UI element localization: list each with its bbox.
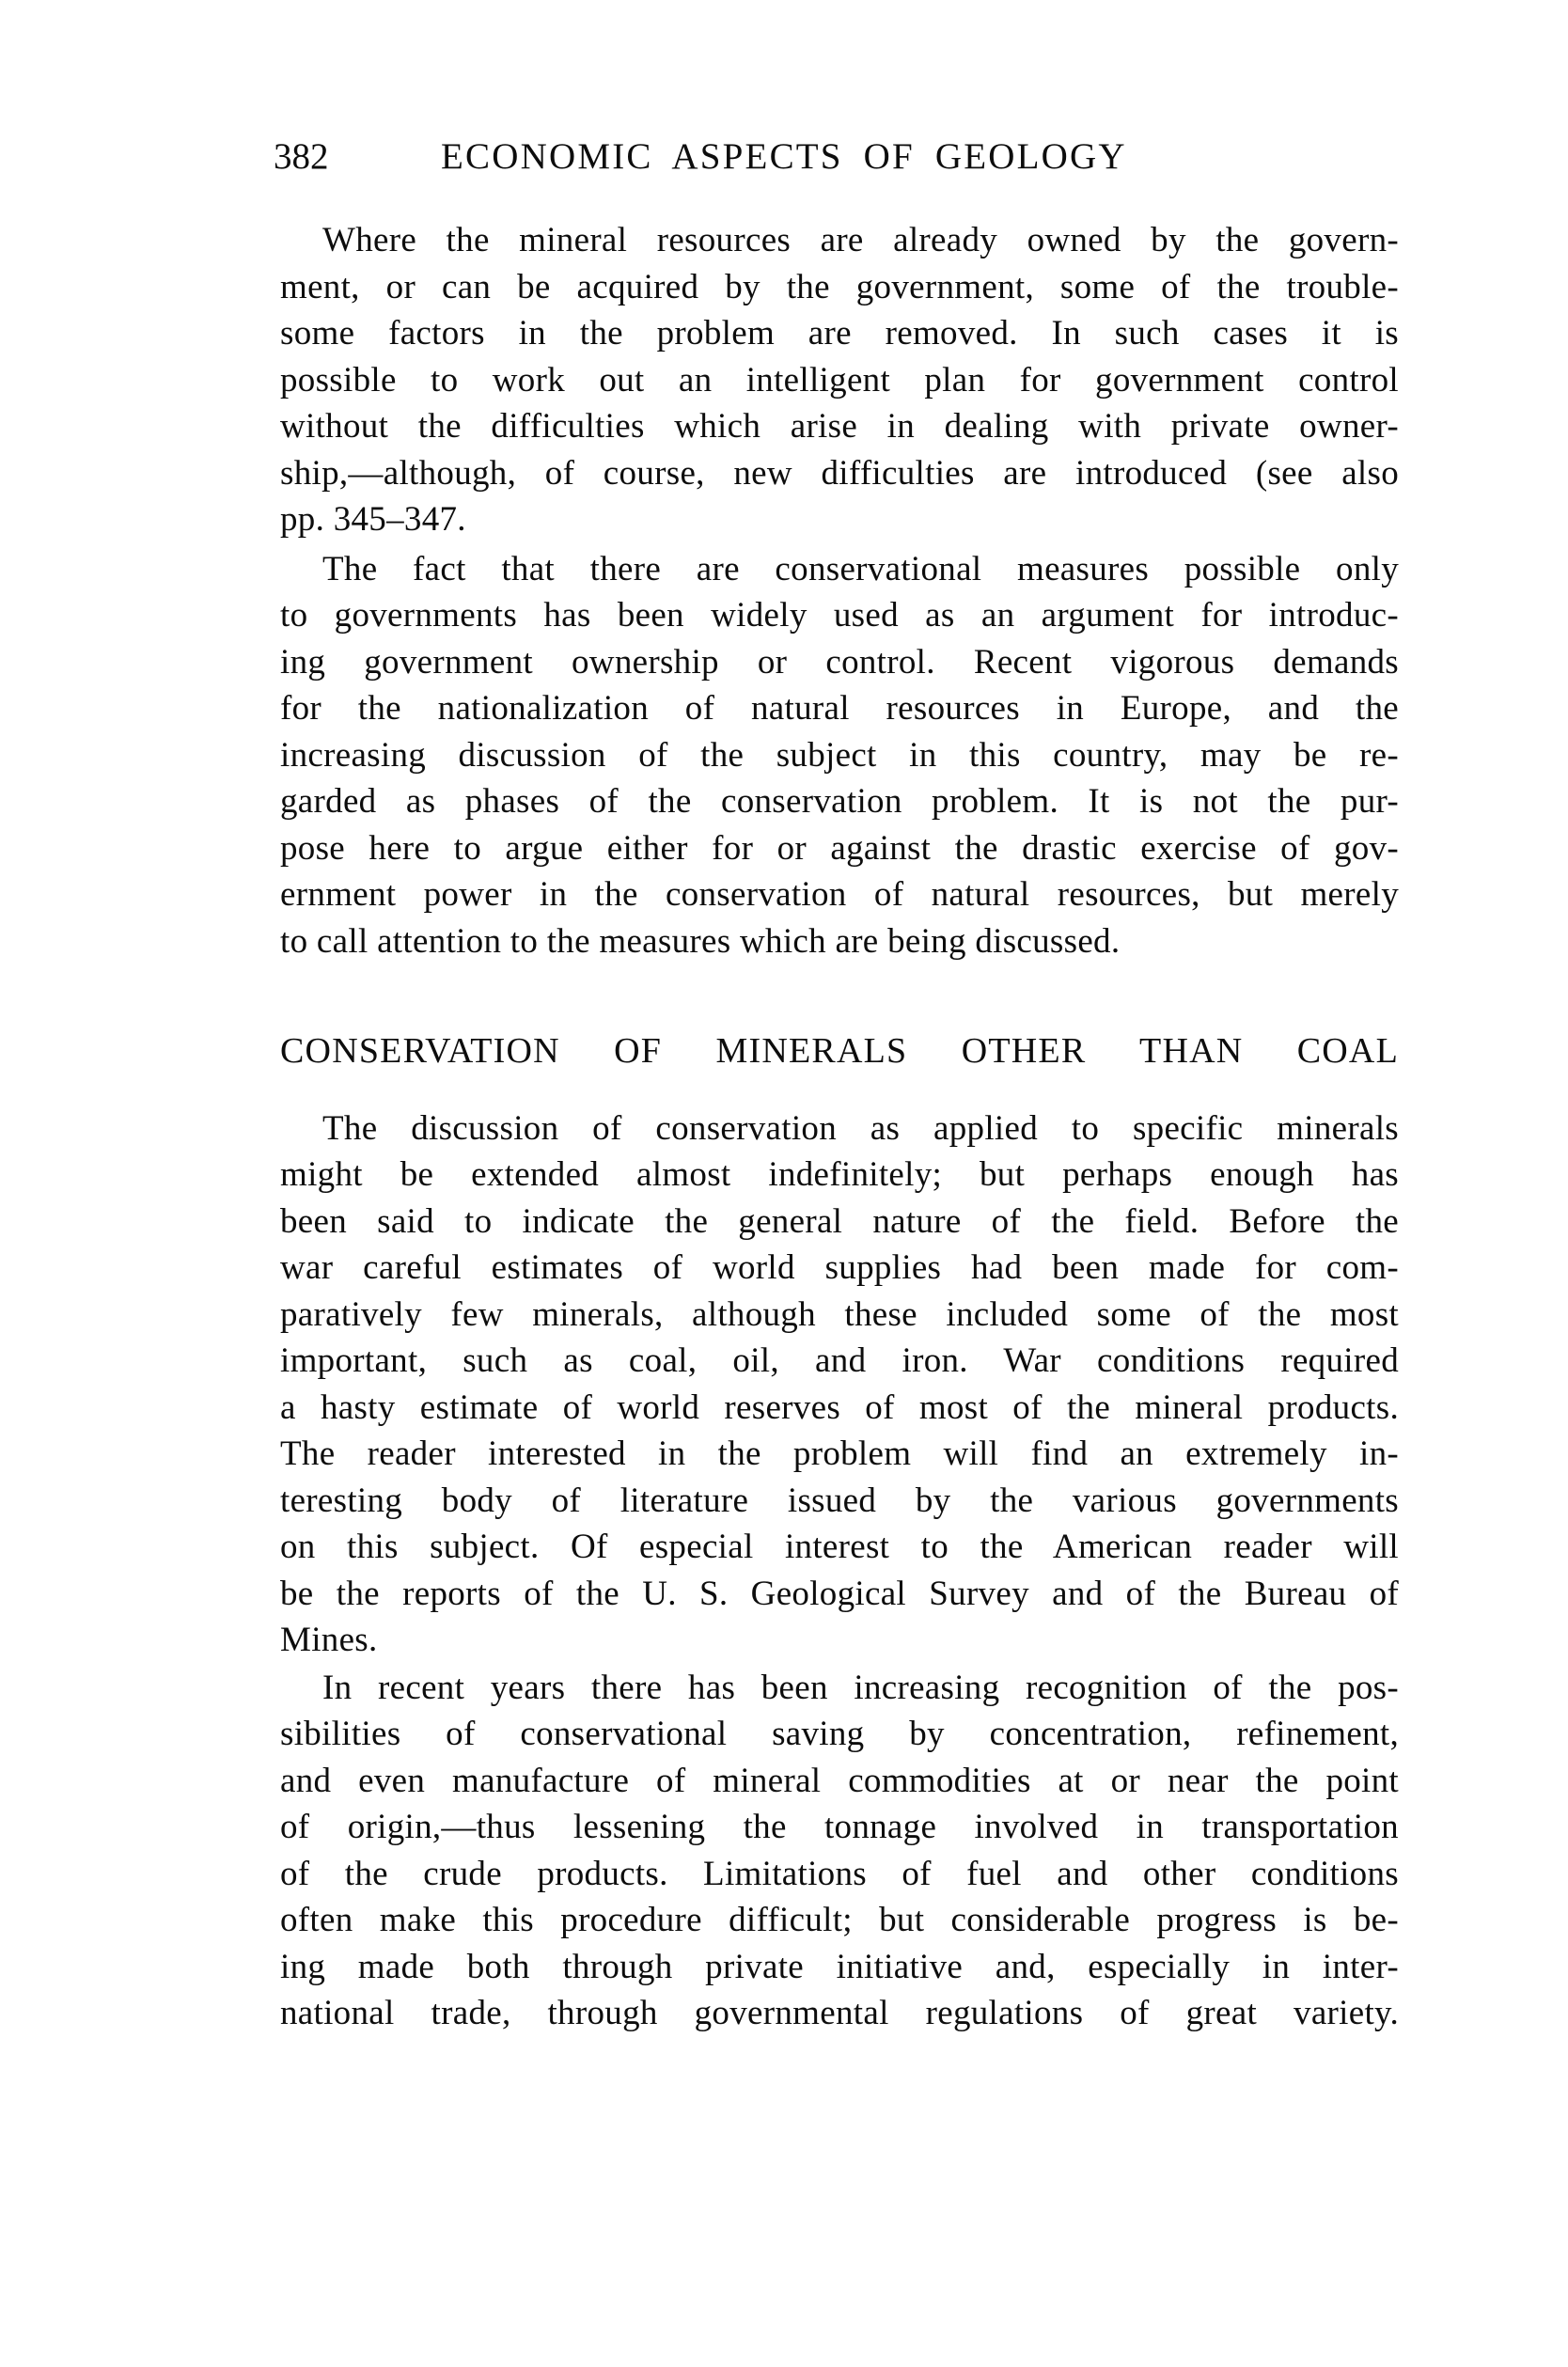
text-line: The discussion of conservation as applied to specific minerals — [322, 1108, 1399, 1148]
text-line: ship,—although, of course, new difficulties are introduced (see also — [280, 453, 1399, 493]
text-line: possible to work out an intelligent plan for government control — [280, 360, 1399, 400]
text-line: sibilities of conservational saving by concentration, refinement, — [280, 1715, 1399, 1753]
text-line: pose here to argue either for or against the drastic exercise of gov- — [280, 828, 1399, 868]
text-line: been said to indicate the general nature of the field. Before the — [280, 1201, 1399, 1241]
text-line: garded as phases of the conservation problem. It is not the pur- — [280, 782, 1399, 821]
text-line: often make this procedure difficult; but considerable progress is be- — [280, 1901, 1399, 1939]
text-line: and even manufacture of mineral commodities at or near the point — [280, 1761, 1399, 1800]
text-line: In recent years there has been increasing recognition of the pos- — [322, 1668, 1399, 1707]
text-line: ing made both through private initiative and, especially in inter- — [280, 1947, 1399, 1986]
text-line: increasing discussion of the subject in this country, may be re- — [280, 735, 1399, 775]
paragraph-specific-minerals — [280, 1105, 1399, 1664]
text-line: ernment power in the conservation of natural resources, but merely — [280, 875, 1399, 914]
text-line: of origin,—thus lessening the tonnage involved in transportation — [280, 1808, 1399, 1846]
paragraph-government-ownership — [280, 217, 1399, 543]
paragraph-conservational-measures — [280, 546, 1399, 965]
text-line: be the reports of the U. S. Geological Survey and of the Bureau of — [280, 1574, 1399, 1613]
text-line: to call attention to the measures which are being discussed. — [280, 921, 1121, 961]
running-title: ECONOMIC ASPECTS OF GEOLOGY — [441, 136, 1127, 177]
text-line: teresting body of literature issued by the various governments — [280, 1481, 1399, 1520]
page-number: 382 — [274, 136, 329, 177]
text-line: some factors in the problem are removed. In such cases it is — [280, 314, 1399, 353]
text-line: on this subject. Of especial interest to the American reader will — [280, 1528, 1399, 1566]
text-line: paratively few minerals, although these included some of the most — [280, 1294, 1399, 1334]
text-line: Mines. — [280, 1621, 378, 1659]
paragraph-concentration-at-origin — [280, 1665, 1399, 2037]
text-line: important, such as coal, oil, and iron. War conditions required — [280, 1341, 1399, 1380]
text-line: ment, or can be acquired by the government, some of the trouble- — [280, 267, 1399, 306]
text-line: to governments has been widely used as an argument for introduc- — [280, 596, 1399, 635]
text-line: might be extended almost indefinitely; but perhaps enough has — [280, 1155, 1399, 1194]
text-line: ing government ownership or control. Recent vigorous demands — [280, 642, 1399, 682]
text-line: national trade, through governmental regulations of great variety. — [280, 1994, 1399, 2032]
running-head — [274, 136, 1214, 178]
text-line: The fact that there are conservational measures possible only — [322, 549, 1399, 588]
section-heading: CONSERVATION OF MINERALS OTHER THAN COAL — [280, 1031, 1399, 1071]
text-line: of the crude products. Limitations of fuel and other conditions — [280, 1854, 1399, 1893]
text-line: a hasty estimate of world reserves of most of the mineral products. — [280, 1387, 1399, 1427]
text-line: war careful estimates of world supplies had been made for com- — [280, 1248, 1399, 1287]
text-line: for the nationalization of natural resources in Europe, and the — [280, 689, 1399, 728]
text-line: without the difficulties which arise in dealing with private owner- — [280, 407, 1399, 446]
text-line: The reader interested in the problem will find an extremely in- — [280, 1434, 1399, 1473]
text-line: Where the mineral resources are already owned by the govern- — [322, 221, 1399, 259]
text-line: pp. 345–347. — [280, 500, 466, 539]
